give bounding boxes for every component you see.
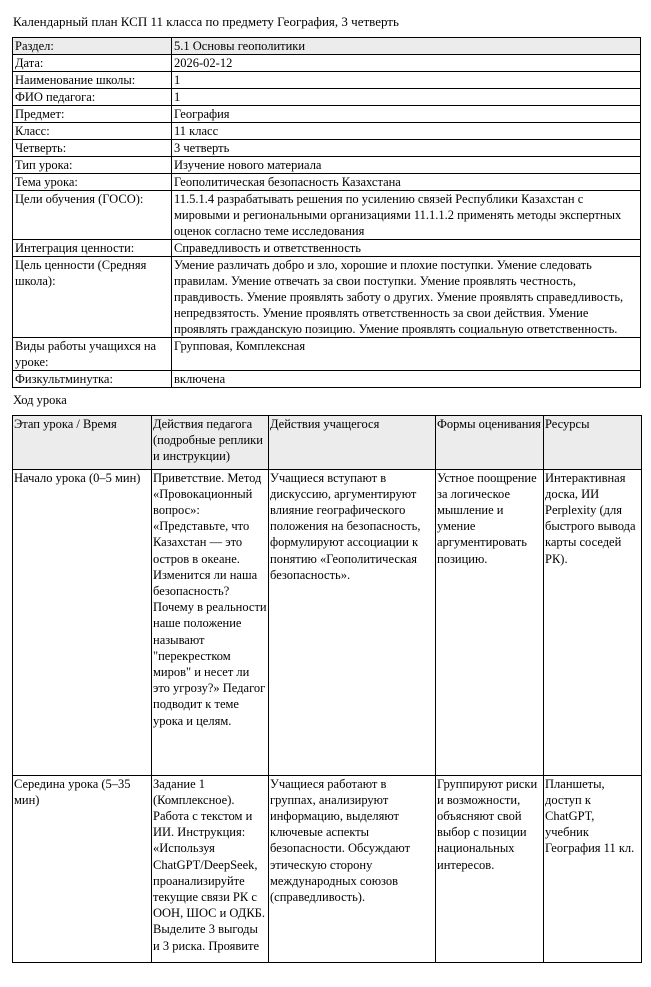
cell-assessment: Устное поощрение за логическое мышление и умение аргументировать позицию. xyxy=(436,469,544,775)
info-value: Изучение нового материала xyxy=(172,157,641,174)
lesson-flow-heading: Ход урока xyxy=(13,393,67,407)
info-value: 11.5.1.4 разрабатывать решения по усилению связей Республики Казахстан с мировыми и региональными организациями 11.1.1.2 применять методы экспертных оценок согласно теме исследования xyxy=(172,191,641,240)
info-label: Наименование школы: xyxy=(13,72,172,89)
flow-header-row xyxy=(13,416,642,470)
flow-row-start xyxy=(13,469,642,775)
info-label: Интеграция ценности: xyxy=(13,240,172,257)
info-value: 5.1 Основы геополитики xyxy=(172,38,641,55)
info-value: Справедливость и ответственность xyxy=(172,240,641,257)
info-label: Цели обучения (ГОСО): xyxy=(13,191,172,240)
info-label: ФИО педагога: xyxy=(13,89,172,106)
info-label: Раздел: xyxy=(13,38,172,55)
document-title: Календарный план КСП 11 класса по предмету География, 3 четверть xyxy=(13,14,399,29)
info-row-topic xyxy=(13,174,641,191)
info-row-lesson-type xyxy=(13,157,641,174)
column-header-resources: Ресурсы xyxy=(544,416,642,470)
lesson-flow-table xyxy=(12,415,642,963)
info-label: Физкультминутка: xyxy=(13,371,172,388)
info-value: Групповая, Комплексная xyxy=(172,338,641,371)
cell-resources: Планшеты, доступ к ChatGPT, учебник География 11 кл. xyxy=(544,775,642,962)
info-row-section xyxy=(13,38,641,55)
info-row-teacher xyxy=(13,89,641,106)
cell-stage: Середина урока (5–35 мин) xyxy=(13,775,152,962)
info-label: Тема урока: xyxy=(13,174,172,191)
info-row-value-integration xyxy=(13,240,641,257)
info-label: Класс: xyxy=(13,123,172,140)
info-label: Тип урока: xyxy=(13,157,172,174)
info-value: 11 класс xyxy=(172,123,641,140)
cell-teacher-actions: Приветствие. Метод «Провокационный вопрос»: «Представьте, что Казахстан — это остров в океане. Изменится ли наша безопасность? Почему в реальности наше положение называют "перекрестком миров" и несет ли это угрозу?» Педагог подводит к теме урока и целям. xyxy=(152,469,269,775)
info-row-work-types xyxy=(13,338,641,371)
info-value: включена xyxy=(172,371,641,388)
info-row-value-goal xyxy=(13,257,641,338)
lesson-info-table xyxy=(12,37,641,388)
info-row-date xyxy=(13,55,641,72)
info-value: Умение различать добро и зло, хорошие и плохие поступки. Умение следовать правилам. Умение отвечать за свои поступки. Умение проявлять честность, правдивость. Умение проявлять заботу о других. Умение проявлять справедливость, непредвзятость. Умение проявлять ответственность за свои действия. Умение проявлять гражданскую позицию. Умение проявлять социальную ответственность. xyxy=(172,257,641,338)
column-header-student-actions: Действия учащегося xyxy=(269,416,436,470)
info-label: Виды работы учащихся на уроке: xyxy=(13,338,172,371)
info-label: Четверть: xyxy=(13,140,172,157)
info-row-subject xyxy=(13,106,641,123)
info-value: 2026-02-12 xyxy=(172,55,641,72)
info-row-grade xyxy=(13,123,641,140)
info-label: Предмет: xyxy=(13,106,172,123)
cell-student-actions: Учащиеся работают в группах, анализируют информацию, выделяют ключевые аспекты безопасности. Обсуждают этическую сторону международных союзов (справедливость). xyxy=(269,775,436,962)
info-value: География xyxy=(172,106,641,123)
info-value: Геополитическая безопасность Казахстана xyxy=(172,174,641,191)
cell-student-actions: Учащиеся вступают в дискуссию, аргументируют влияние географического положения на безопасность, формулируют ассоциации к понятию «Геополитическая безопасность». xyxy=(269,469,436,775)
cell-stage: Начало урока (0–5 мин) xyxy=(13,469,152,775)
cell-resources: Интерактивная доска, ИИ Perplexity (для быстрого вывода карты соседей РК). xyxy=(544,469,642,775)
cell-assessment: Группируют риски и возможности, объясняют свой выбор с позиции национальных интересов. xyxy=(436,775,544,962)
cell-teacher-actions: Задание 1 (Комплексное). Работа с текстом и ИИ. Инструкция: «Используя ChatGPT/DeepSeek, проанализируйте текущие связи РК с ООН, ШОС и ОДКБ. Выделите 3 выгоды и 3 риска. Проявите xyxy=(152,775,269,962)
info-label: Цель ценности (Средняя школа): xyxy=(13,257,172,338)
info-value: 3 четверть xyxy=(172,140,641,157)
column-header-stage: Этап урока / Время xyxy=(13,416,152,470)
info-row-learning-goals xyxy=(13,191,641,240)
flow-row-middle xyxy=(13,775,642,962)
info-value: 1 xyxy=(172,89,641,106)
column-header-teacher-actions: Действия педагога (подробные реплики и инструкции) xyxy=(152,416,269,470)
info-row-quarter xyxy=(13,140,641,157)
info-row-school xyxy=(13,72,641,89)
info-value: 1 xyxy=(172,72,641,89)
info-label: Дата: xyxy=(13,55,172,72)
column-header-assessment: Формы оценивания xyxy=(436,416,544,470)
info-row-exercise-break xyxy=(13,371,641,388)
